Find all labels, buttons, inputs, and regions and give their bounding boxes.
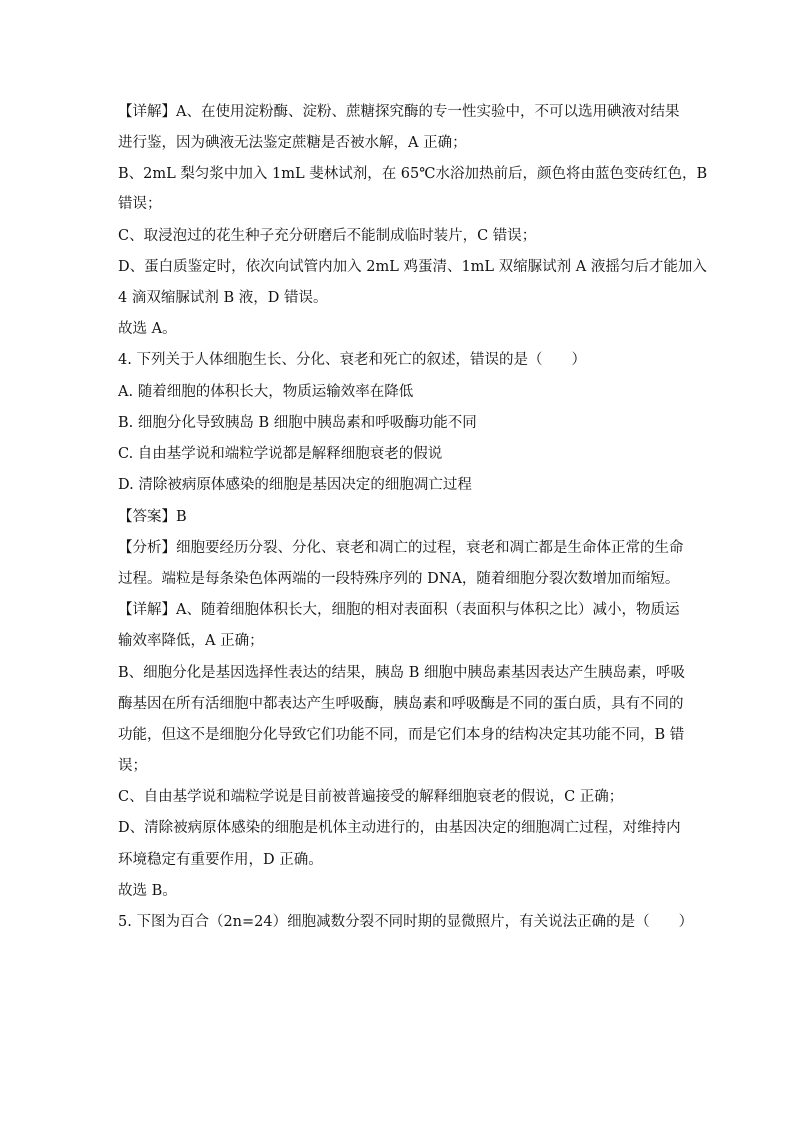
text-line: 误；	[118, 758, 147, 774]
text-line: B、2mL 梨匀浆中加入 1mL 斐林试剂，在 65℃水浴加热前后，颜色将由蓝色变砖红色，B	[118, 166, 708, 182]
text-line: C、取浸泡过的花生种子充分研磨后不能制成临时装片，C 错误；	[118, 228, 537, 244]
question-4-option-b: B. 细胞分化导致胰岛 B 细胞中胰岛素和呼吸酶功能不同	[118, 415, 477, 431]
text-line: B、细胞分化是基因选择性表达的结果，胰岛 B 细胞中胰岛素基因表达产生胰岛素，呼吸	[118, 665, 686, 681]
text-line: 进行鉴，因为碘液无法鉴定蔗糖是否被水解，A 正确；	[118, 135, 467, 151]
text-line: 过程。端粒是每条染色体两端的一段特殊序列的 DNA，随着细胞分裂次数增加而缩短。	[118, 571, 680, 587]
analysis-paragraph: 【分析】细胞要经历分裂、分化、衰老和凋亡的过程，衰老和凋亡都是生命体正常的生命	[118, 540, 684, 556]
text-line: 故选 B。	[118, 883, 177, 899]
text-line: 4 滴双缩脲试剂 B 液，D 错误。	[118, 290, 328, 306]
answer-label: 【答案】B	[118, 509, 187, 525]
text-line: C、自由基学说和端粒学说是目前被普遍接受的解释细胞衰老的假说，C 正确；	[118, 789, 624, 805]
question-4-option-c: C. 自由基学说和端粒学说都是解释细胞衰老的假说	[118, 446, 443, 462]
question-4-option-d: D. 清除被病原体感染的细胞是基因决定的细胞凋亡过程	[118, 477, 472, 493]
question-4-stem: 4. 下列关于人体细胞生长、分化、衰老和死亡的叙述，错误的是（ ）	[118, 352, 586, 368]
question-5-stem: 5. 下图为百合（2n=24）细胞减数分裂不同时期的显微照片，有关说法正确的是（ ）	[118, 914, 694, 930]
text-line: 故选 A。	[118, 321, 177, 337]
text-line: 错误；	[118, 196, 162, 212]
explanation-paragraph: 【详解】A、随着细胞体积长大，细胞的相对表面积（表面积与体积之比）减小，物质运	[118, 602, 680, 618]
question-4-option-a: A. 随着细胞的体积长大，物质运输效率在降低	[118, 384, 414, 400]
text-line: 【详解】A、在使用淀粉酶、淀粉、蔗糖探究酶的专一性实验中，不可以选用碘液对结果	[118, 104, 680, 120]
text-line: 输效率降低，A 正确；	[118, 633, 264, 649]
text-line: D、清除被病原体感染的细胞是机体主动进行的，由基因决定的细胞凋亡过程，对维持内	[118, 820, 681, 836]
text-line: 环境稳定有重要作用，D 正确。	[118, 852, 323, 868]
text-line: 酶基因在所有活细胞中都表达产生呼吸酶，胰岛素和呼吸酶是不同的蛋白质，具有不同的	[118, 696, 684, 712]
text-line: 功能，但这不是细胞分化导致它们功能不同，而是它们本身的结构决定其功能不同，B 错	[118, 727, 685, 743]
text-line: D、蛋白质鉴定时，依次向试管内加入 2mL 鸡蛋清、1mL 双缩脲试剂 A 液摇匀后才能加入	[118, 259, 707, 275]
